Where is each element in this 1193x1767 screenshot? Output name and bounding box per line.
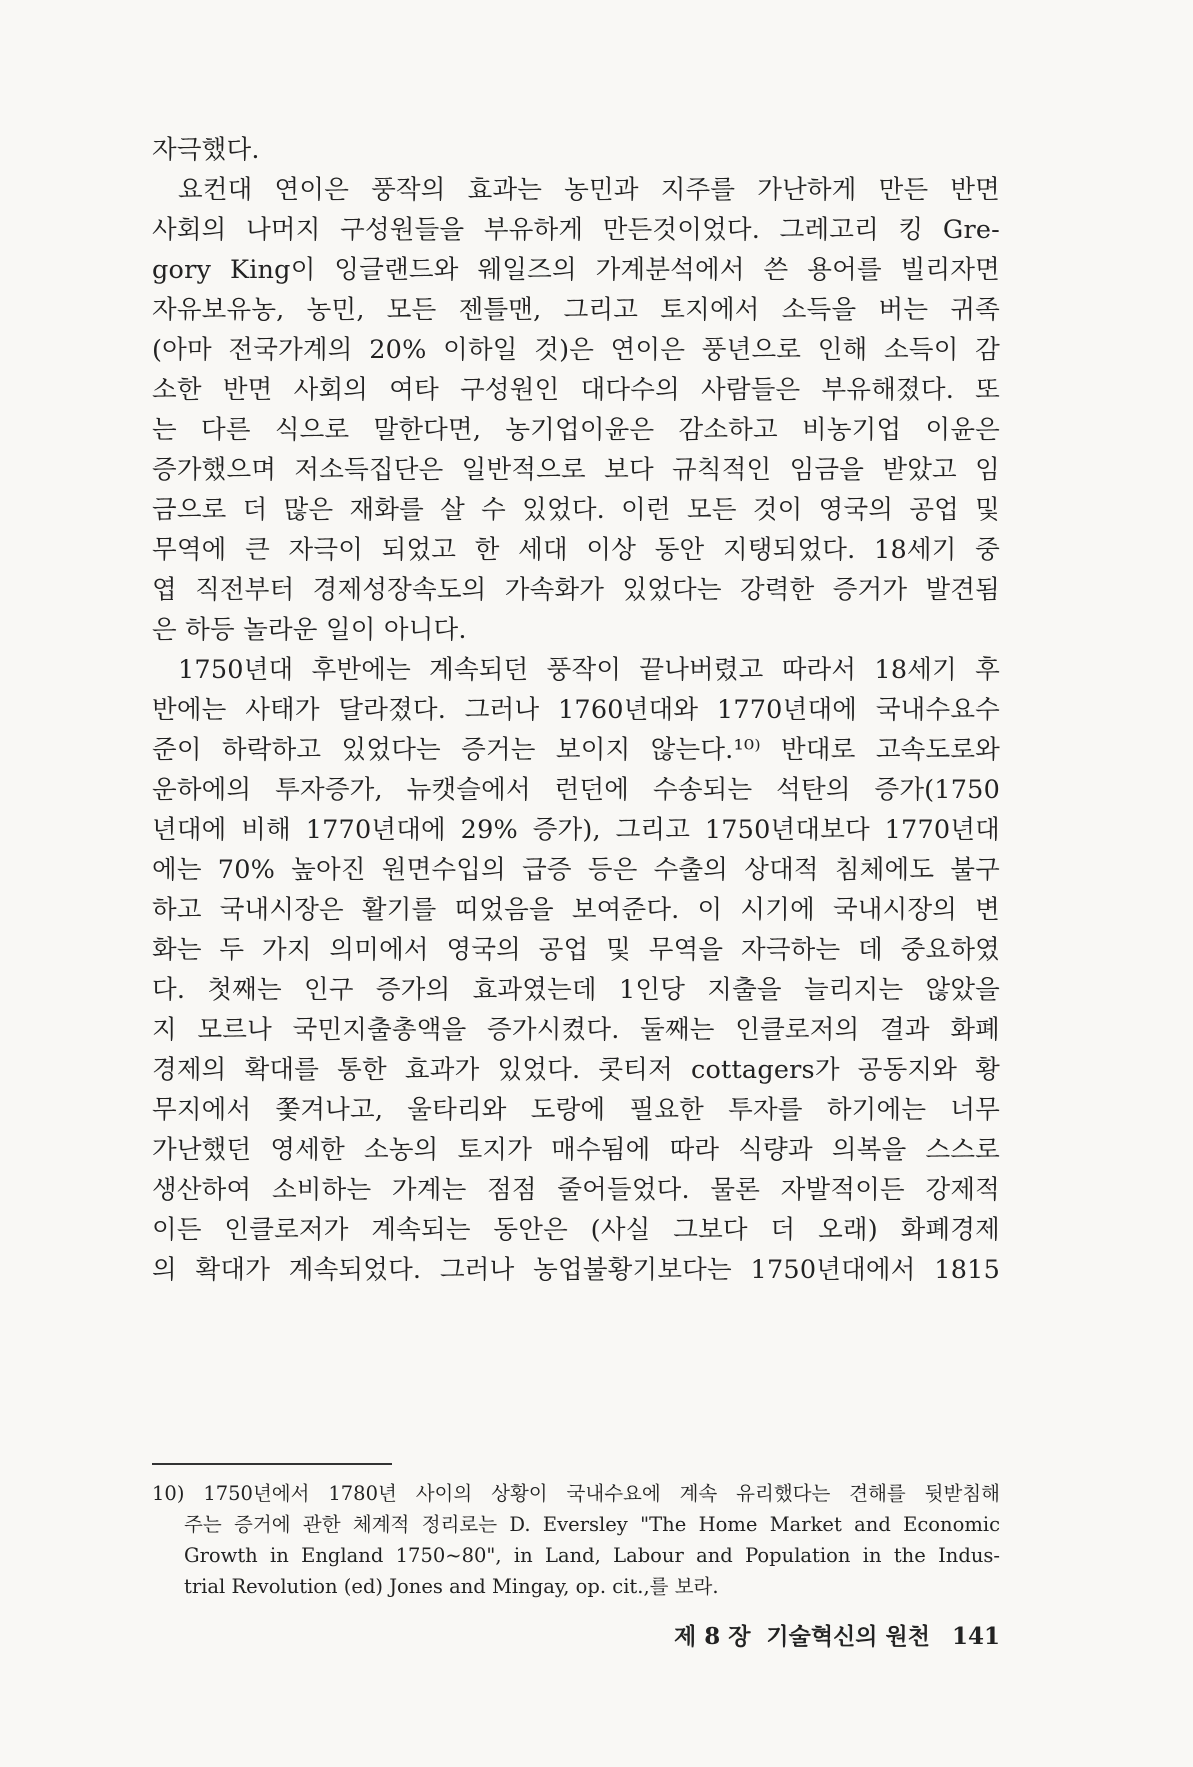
body-line: 의 확대가 계속되었다. 그러나 농업불황기보다는 1750년대에서 1815 (152, 1255, 1000, 1285)
body-line: 무역에 큰 자극이 되었고 한 세대 이상 동안 지탱되었다. 18세기 중 (152, 535, 1000, 565)
body-line: 사회의 나머지 구성원들을 부유하게 만든것이었다. 그레고리 킹 Gre- (152, 215, 1000, 245)
body-line: 1750년대 후반에는 계속되던 풍작이 끝나버렸고 따라서 18세기 후 (178, 655, 1000, 685)
body-line: gory King이 잉글랜드와 웨일즈의 가계분석에서 쓴 용어를 빌리자면 (152, 255, 1000, 285)
body-text (152, 130, 1000, 1290)
body-line: 소한 반면 사회의 여타 구성원인 대다수의 사람들은 부유해졌다. 또 (152, 375, 1000, 405)
body-line: 다. 첫째는 인구 증가의 효과였는데 1인당 지출을 늘리지는 않았을 (152, 975, 1000, 1005)
body-line: 자유보유농, 농민, 모든 젠틀맨, 그리고 토지에서 소득을 버는 귀족 (152, 295, 1000, 325)
running-footer (640, 1620, 1000, 1654)
body-line: 년대에 비해 1770년대에 29% 증가), 그리고 1750년대보다 1770년대 (152, 815, 1000, 845)
page-number: 141 (951, 1623, 1000, 1650)
body-line: 운하에의 투자증가, 뉴캣슬에서 런던에 수송되는 석탄의 증가(1750 (152, 775, 1000, 805)
footnote-line: trial Revolution (ed) Jones and Mingay, op. cit.,를 보라. (184, 1575, 719, 1598)
body-line: 무지에서 쫓겨나고, 울타리와 도랑에 필요한 투자를 하기에는 너무 (152, 1095, 1000, 1125)
footnote-block (152, 1478, 1000, 1602)
body-line: 가난했던 영세한 소농의 토지가 매수됨에 따라 식량과 의복을 스스로 (152, 1135, 1000, 1165)
body-line: 반에는 사태가 달라졌다. 그러나 1760년대와 1770년대에 국내수요수 (152, 695, 1000, 725)
body-line: 금으로 더 많은 재화를 살 수 있었다. 이런 모든 것이 영국의 공업 및 (152, 495, 1000, 525)
footnote-divider (152, 1463, 392, 1465)
body-line: 생산하여 소비하는 가계는 점점 줄어들었다. 물론 자발적이든 강제적 (152, 1175, 1000, 1205)
body-line: 준이 하락하고 있었다는 증거는 보이지 않는다.¹⁰⁾ 반대로 고속도로와 (152, 735, 1000, 765)
body-line: 요컨대 연이은 풍작의 효과는 농민과 지주를 가난하게 만든 반면 (178, 175, 1000, 205)
body-line: 화는 두 가지 의미에서 영국의 공업 및 무역을 자극하는 데 중요하였 (152, 935, 1000, 965)
footnote-line: 주는 증거에 관한 체계적 정리로는 D. Eversley "The Home Market and Economic (184, 1513, 1000, 1536)
body-line: 하고 국내시장은 활기를 띠었음을 보여준다. 이 시기에 국내시장의 변 (152, 895, 1000, 925)
body-line: (아마 전국가계의 20% 이하일 것)은 연이은 풍년으로 인해 소득이 감 (152, 335, 1000, 365)
body-line: 는 다른 식으로 말한다면, 농기업이윤은 감소하고 비농기업 이윤은 (152, 415, 1000, 445)
footnote-line: 10) 1750년에서 1780년 사이의 상황이 국내수요에 계속 유리했다는 견해를 뒷받침해 (152, 1482, 1000, 1505)
body-line: 자극했다. (152, 135, 260, 165)
body-line: 이든 인클로저가 계속되는 동안은 (사실 그보다 더 오래) 화폐경제 (152, 1215, 1000, 1245)
chapter-title: 제 8 장 기술혁신의 원천 (673, 1623, 930, 1650)
body-line: 증가했으며 저소득집단은 일반적으로 보다 규칙적인 임금을 받았고 임 (152, 455, 1000, 485)
body-line: 엽 직전부터 경제성장속도의 가속화가 있었다는 강력한 증거가 발견됨 (152, 575, 1000, 605)
body-line: 지 모르나 국민지출총액을 증가시켰다. 둘째는 인클로저의 결과 화폐 (152, 1015, 1000, 1045)
body-line: 경제의 확대를 통한 효과가 있었다. 콧티저 cottagers가 공동지와 황 (152, 1055, 1000, 1085)
footnote-line: Growth in England 1750~80", in Land, Labour and Population in the Indus- (184, 1544, 1000, 1567)
body-line: 에는 70% 높아진 원면수입의 급증 등은 수출의 상대적 침체에도 불구 (152, 855, 1000, 885)
body-line: 은 하등 놀라운 일이 아니다. (152, 615, 467, 645)
